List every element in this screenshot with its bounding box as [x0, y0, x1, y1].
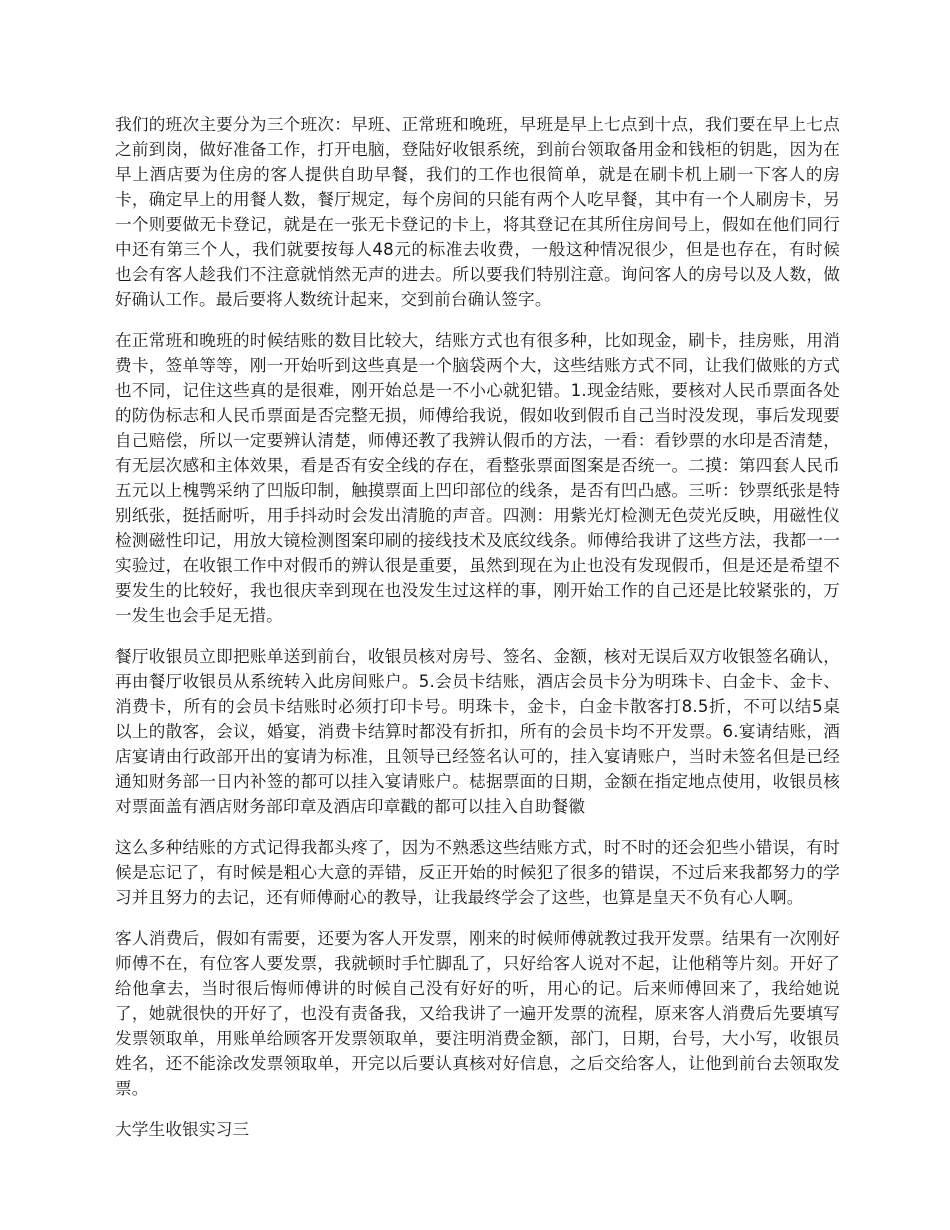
paragraph-member-cards: 餐厅收银员立即把账单送到前台，收银员核对房号、签名、金额，核对无误后双方收银签名确认，再由餐厅收银员从系统转入此房间账户。5.会员卡结账，酒店会员卡分为明珠卡、白金卡、金卡、消费卡，所有的会员卡结账时必须打印卡号。明珠卡，金卡，白金卡散客打8.5折，不可以结5桌以上的散客，会议，婚宴，消费卡结算时都没有折扣，所有的会员卡均不开发票。6.宴请结账，酒店宴请由行政部开出的宴请为标准，且领导已经签名认可的，挂入宴请账户，当时未签名但是已经通知财务部一日内补签的都可以挂入宴请账户。梽据票面的日期，金额在指定地点使用，收银员核对票面盖有酒店财务部印章及酒店印章戳的都可以挂入自助餐徽 [115, 647, 840, 816]
paragraph-shifts: 我们的班次主要分为三个班次：早班、正常班和晚班，早班是早上七点到十点，我们要在早上七点之前到岗，做好准备工作，打开电脑，登陆好收银系统，到前台领取备用金和钱柜的钥匙，因为在早上酒店要为住房的客人提供自助早餐，我们的工作也很简单，就是在刷卡机上刷一下客人的房卡，确定早上的用餐人数，餐厅规定，每个房间的只能有两个人吃早餐，其中有一个人刷房卡，另一个则要做无卡登记，就是在一张无卡登记的卡上，将其登记在其所住房间号上，假如在他们同行中还有第三个人，我们就要按每人48元的标准去收费，一般这种情况很少，但是也存在，有时候也会有客人趁我们不注意就悄然无声的进去。所以要我们特别注意。询问客人的房号以及人数，做好确认工作。最后要将人数统计起来，交到前台确认签字。 [115, 115, 840, 309]
document-page [115, 112, 840, 1142]
paragraph-payment-methods: 在正常班和晚班的时候结账的数目比较大，结账方式也有很多种，比如现金，刷卡，挂房账，用消费卡，签单等等，刚一开始听到这些真是一个脑袋两个大，这些结账方式不同，让我们做账的方式也不同，记住这些真的是很难，刚开始总是一不小心就犯错。1.现金结账，要核对人民币票面各处的防伪标志和人民币票面是否完整无损，师傅给我说，假如收到假币自己当时没发现，事后发现要自己赔偿，所以一定要辨认清楚，师傅还教了我辨认假币的方法，一看：看钞票的水印是否清楚，有无层次感和主体效果，看是否有安全线的存在，看整张票面图案是否统一。二摸：第四套人民币五元以上槐鹗采纳了凹版印制，触摸票面上凹印部位的线条，是否有凹凸感。三听：钞票纸张是特别纸张，挺括耐听，用手抖动时会发出清脆的声音。四测：用紫光灯检测无色荧光反映，用磁性仪检测磁性印记，用放大镜检测图案印刷的接线技术及底纹线条。师傅给我讲了这些方法，我都一一实验过，在收银工作中对假币的辨认很是重要，虽然到现在为止也没有发现假币，但是还是希望不要发生的比较好，我也很庆幸到现在也没发生过这样的事，刚开始工作的自己还是比较紧张的，万一发生也会手足无措。 [115, 331, 840, 625]
section-heading: 大学生收银实习三 [115, 1120, 250, 1139]
paragraph-invoice: 客人消费后，假如有需要，还要为客人开发票，刚来的时候师傅就教过我开发票。结果有一次刚好师傅不在，有位客人要发票，我就顿时手忙脚乱了，只好给客人说对不起，让他稍等片刻。开好了给他拿去，当时很后悔师傅讲的时候自己没有好好的听，用心的记。后来师傅回来了，我给她说了，她就很快的开好了，也没有责备我，又给我讲了一遍开发票的流程，原来客人消费后先要填写发票领取单，用账单给顾客开发票领取单，要注明消费金额，部门，日期，台号，大小写，收银员姓名，还不能涂改发票领取单，开完以后要认真核对好信息，之后交给客人，让他到前台去领取发票。 [115, 929, 840, 1098]
paragraph-learning: 这么多种结账的方式记得我都头疼了，因为不熟悉这些结账方式，时不时的还会犯些小错误，有时候是忘记了，有时候是粗心大意的弄错，反正开始的时候犯了很多的错误，不过后来我都努力的学习并且努力的去记，还有师傅耐心的教导，让我最终学会了这些，也算是皇天不负有心人啊。 [115, 838, 840, 907]
